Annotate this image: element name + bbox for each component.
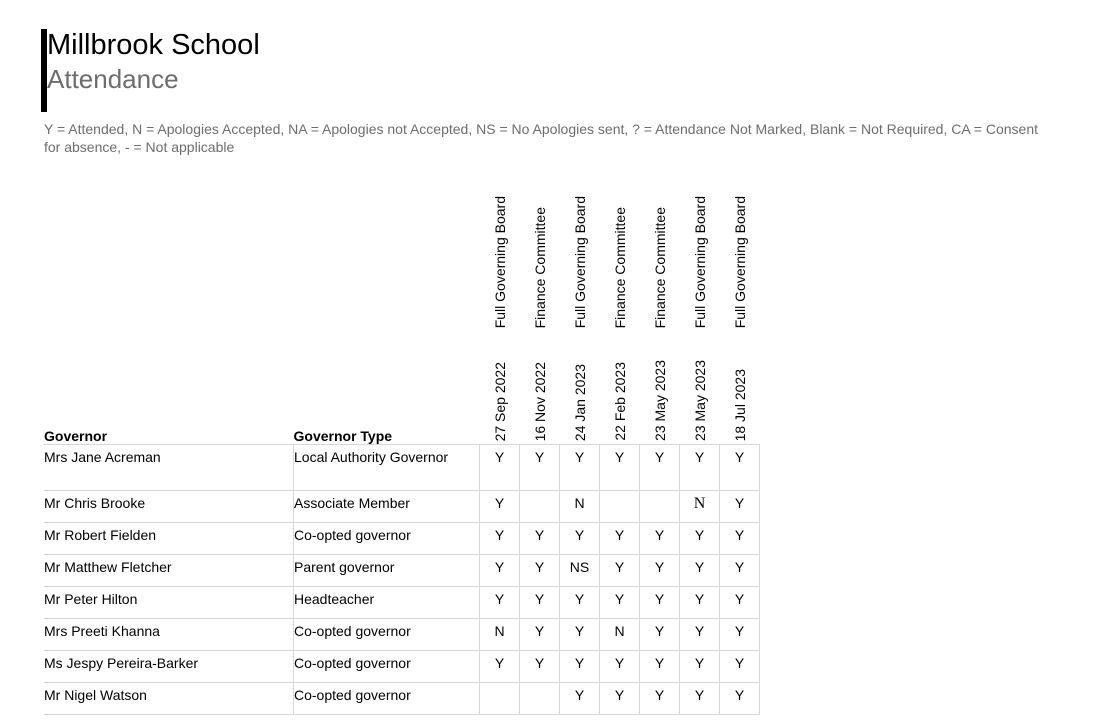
attendance-cell: N — [600, 619, 640, 651]
attendance-cell: Y — [640, 683, 680, 715]
attendance-cell: Y — [720, 619, 760, 651]
attendance-cell: Y — [600, 683, 640, 715]
attendance-cell: Y — [560, 619, 600, 651]
attendance-cell: Y — [680, 555, 720, 587]
attendance-cell: Y — [720, 445, 760, 491]
attendance-cell: Y — [520, 445, 560, 491]
attendance-cell: Y — [720, 683, 760, 715]
meeting-date-header: 18 Jul 2023 — [731, 368, 748, 441]
governor-name: Mr Peter Hilton — [44, 587, 294, 619]
attendance-cell: Y — [600, 651, 640, 683]
governor-name: Ms Jespy Pereira-Barker — [44, 651, 294, 683]
governor-type: Co-opted governor — [294, 683, 480, 715]
table-row — [44, 523, 760, 555]
attendance-cell: Y — [480, 555, 520, 587]
attendance-cell: Y — [560, 587, 600, 619]
meeting-name-header: Finance Committee — [651, 206, 668, 328]
attendance-cell: Y — [640, 651, 680, 683]
governor-type: Parent governor — [294, 555, 480, 587]
attendance-cell: Y — [560, 683, 600, 715]
attendance-cell: Y — [480, 445, 520, 491]
table-row — [44, 651, 760, 683]
attendance-cell — [520, 683, 560, 715]
attendance-cell: Y — [640, 587, 680, 619]
meeting-date-row — [44, 331, 760, 445]
meeting-name-row — [44, 186, 760, 331]
attendance-cell: Y — [520, 651, 560, 683]
attendance-cell: Y — [520, 555, 560, 587]
attendance-cell: Y — [720, 523, 760, 555]
governor-name: Mrs Preeti Khanna — [44, 619, 294, 651]
attendance-cell: Y — [680, 587, 720, 619]
attendance-cell: N — [560, 491, 600, 523]
meeting-name-header: Full Governing Board — [571, 195, 588, 328]
governor-name: Mr Matthew Fletcher — [44, 555, 294, 587]
governor-type-column-header: Governor Type — [293, 428, 393, 444]
attendance-cell: Y — [600, 555, 640, 587]
meeting-date-header: 23 May 2023 — [651, 360, 668, 441]
table-row — [44, 587, 760, 619]
meeting-name-header: Full Governing Board — [691, 195, 708, 328]
attendance-cell — [480, 683, 520, 715]
attendance-cell: Y — [680, 683, 720, 715]
attendance-cell: Y — [480, 491, 520, 523]
governor-name: Mr Robert Fielden — [44, 523, 294, 555]
attendance-cell: Y — [520, 523, 560, 555]
meeting-date-header: 16 Nov 2022 — [531, 361, 548, 441]
attendance-cell: Y — [680, 445, 720, 491]
attendance-table — [44, 186, 760, 715]
governor-column-header: Governor — [44, 428, 108, 444]
attendance-cell: N — [480, 619, 520, 651]
attendance-cell — [520, 491, 560, 523]
attendance-cell: Y — [560, 651, 600, 683]
table-row — [44, 619, 760, 651]
meeting-name-header: Finance Committee — [611, 206, 628, 328]
attendance-cell: Y — [640, 445, 680, 491]
meeting-date-header: 22 Feb 2023 — [611, 362, 628, 441]
attendance-cell: Y — [480, 651, 520, 683]
attendance-cell: Y — [720, 555, 760, 587]
attendance-cell: Y — [480, 587, 520, 619]
attendance-cell — [600, 491, 640, 523]
attendance-cell: N — [680, 491, 720, 523]
meeting-name-header: Full Governing Board — [491, 195, 508, 328]
meeting-date-header: 27 Sep 2022 — [491, 361, 508, 441]
attendance-cell: Y — [640, 555, 680, 587]
governor-type: Co-opted governor — [294, 619, 480, 651]
governor-name: Mrs Jane Acreman — [44, 445, 294, 491]
attendance-cell: Y — [640, 523, 680, 555]
attendance-cell: Y — [680, 651, 720, 683]
attendance-cell: Y — [640, 619, 680, 651]
meeting-date-header: 24 Jan 2023 — [571, 363, 588, 441]
governor-type: Headteacher — [294, 587, 480, 619]
meeting-name-header: Finance Committee — [531, 206, 548, 328]
meeting-name-header: Full Governing Board — [731, 195, 748, 328]
table-row — [44, 683, 760, 715]
governor-name: Mr Chris Brooke — [44, 491, 294, 523]
attendance-cell — [640, 491, 680, 523]
attendance-cell: Y — [600, 587, 640, 619]
attendance-cell: Y — [720, 651, 760, 683]
governor-type: Co-opted governor — [294, 651, 480, 683]
table-row — [44, 445, 760, 491]
governor-type: Local Authority Governor — [294, 445, 480, 491]
attendance-cell: Y — [720, 587, 760, 619]
governor-type: Co-opted governor — [294, 523, 480, 555]
attendance-cell: Y — [520, 619, 560, 651]
table-row — [44, 555, 760, 587]
school-name: Millbrook School — [47, 29, 260, 61]
attendance-cell: Y — [720, 491, 760, 523]
attendance-cell: Y — [600, 445, 640, 491]
meeting-date-header: 23 May 2023 — [691, 360, 708, 441]
attendance-cell: Y — [680, 619, 720, 651]
attendance-cell: Y — [560, 445, 600, 491]
attendance-cell: Y — [600, 523, 640, 555]
page-subtitle: Attendance — [47, 64, 179, 94]
attendance-cell: NS — [560, 555, 600, 587]
attendance-cell: Y — [520, 587, 560, 619]
governor-type: Associate Member — [294, 491, 480, 523]
attendance-cell: Y — [680, 523, 720, 555]
governor-name: Mr Nigel Watson — [44, 683, 294, 715]
attendance-cell: Y — [480, 523, 520, 555]
attendance-cell: Y — [560, 523, 600, 555]
table-row — [44, 491, 760, 523]
attendance-legend: Y = Attended, N = Apologies Accepted, NA = Apologies not Accepted, NS = No Apologies sent, ? = Attendance Not Marked, Blank = Not Required, CA = Consent for absence, - = Not applicable — [44, 121, 1038, 155]
